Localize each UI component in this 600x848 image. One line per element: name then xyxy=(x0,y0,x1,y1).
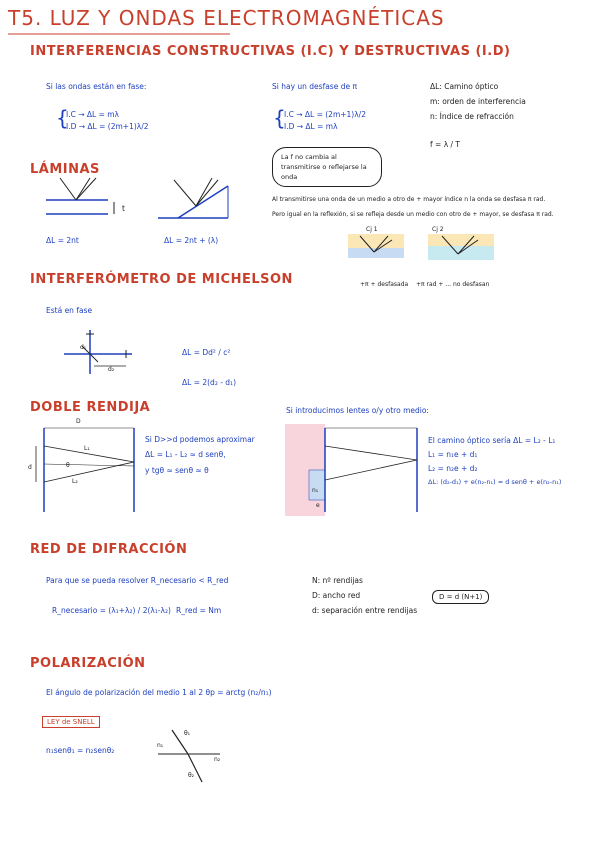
snell-th2: θ₂ xyxy=(188,772,195,779)
lamina-diagram-2 xyxy=(156,176,246,236)
caso-2-diagram xyxy=(428,234,498,278)
doble-D: D xyxy=(76,418,81,425)
michelson-diagram xyxy=(60,330,150,390)
doble-L1: L₁ xyxy=(84,445,90,452)
polarizacion-text-1: El ángulo de polarización del medio 1 al 2 θp = arctg (n₂/n₁) xyxy=(46,688,272,697)
lente-text-7: ΔL: (d₂-d₁) + e(n₂-n₁) ≈ d senθ + e(n₂-n₁) xyxy=(428,478,562,486)
fase-id: I.D → ΔL = (2m+1)λ/2 xyxy=(66,122,149,131)
lente-n1: n₁ xyxy=(312,487,319,494)
snell-formula: n₁senθ₁ = n₂senθ₂ xyxy=(46,746,115,755)
desfase-ic: I.C → ΔL = (2m+1)λ/2 xyxy=(284,110,366,119)
laminas-heading: LÁMINAS xyxy=(30,162,100,177)
desfase-label: Si hay un desfase de π xyxy=(272,82,357,91)
red-formula-1: R_necesario = (λ₁+λ₂) / 2(λ₁-λ₂) xyxy=(52,606,171,615)
snell-n2: n₂ xyxy=(214,756,221,763)
doble-L2: L₂ xyxy=(72,478,78,485)
interferencias-heading: INTERFERENCIAS CONSTRUCTIVAS (I.C) Y DESTRUCTIVAS (I.D) xyxy=(30,44,511,59)
lente-text-6: L₂ = n₂e + d₂ xyxy=(428,464,478,473)
red-formula-3: D = d (N+1) xyxy=(439,593,483,601)
doble-text-3: y tgθ ≈ senθ ≈ θ xyxy=(145,466,209,475)
michelson-heading: INTERFERÓMETRO DE MICHELSON xyxy=(30,272,293,287)
thickness-label: t xyxy=(122,204,125,213)
doble-diagram xyxy=(30,420,140,520)
desfase-brace: { xyxy=(273,106,286,130)
freq-formula: f = λ / T xyxy=(430,140,461,149)
snell-th1: θ₁ xyxy=(184,730,191,737)
snell-label: LEY de SNELL xyxy=(42,716,100,728)
lente-label: Si introducimos lentes o/y otro medio: xyxy=(286,406,429,415)
caso-1-label: Cj 1 xyxy=(366,226,378,233)
caso-2-caption: +π rad + ... no desfasan xyxy=(416,281,490,288)
michelson-fase: Está en fase xyxy=(46,306,93,315)
michelson-formula-2: ΔL = 2(d₂ - d₁) xyxy=(182,378,236,387)
michelson-formula-1: ΔL = Dd² / c² xyxy=(182,348,231,357)
freq-note xyxy=(272,147,382,187)
legend-indice: n: Índice de refracción xyxy=(430,112,514,121)
lamina-formula-1: ΔL = 2nt xyxy=(46,236,79,245)
lamina-formula-2: ΔL = 2nt + (λ) xyxy=(164,236,219,245)
lente-text-5: L₁ = n₁e + d₁ xyxy=(428,450,478,459)
legend-orden: m: orden de interferencia xyxy=(430,97,526,106)
lamina-text-2: Pero igual en la reflexión, si se refleja desde un medio con otro de + mayor, se desfasa π rad. xyxy=(272,211,554,218)
caso-1-diagram xyxy=(348,234,408,278)
fase-label: Si las ondas están en fase: xyxy=(46,82,147,91)
red-heading: RED DE DIFRACCIÓN xyxy=(30,542,188,557)
michelson-d2: d₂ xyxy=(108,366,115,373)
red-formula-3-box xyxy=(432,590,489,604)
doble-theta: θ xyxy=(66,462,70,469)
red-legend-1: N: nº rendijas xyxy=(312,576,363,585)
lente-text-4: El camino óptico sería ΔL = L₂ - L₁ xyxy=(428,436,556,445)
caso-1-caption: +π + desfasada xyxy=(360,281,409,288)
michelson-d1: d₁ xyxy=(80,344,87,351)
red-formula-2: R_red = Nm xyxy=(176,606,222,615)
lamina-text-1: Al transmitirse una onda de un medio a otro de + mayor índice n la onda se desfasa π rad. xyxy=(272,196,546,203)
red-legend-2: D: ancho red xyxy=(312,591,361,600)
red-text-1: Para que se pueda resolver R_necesario < R_red xyxy=(46,576,229,585)
fase-brace: { xyxy=(56,106,69,130)
polarizacion-heading: POLARIZACIÓN xyxy=(30,656,146,671)
red-legend-3: d: separación entre rendijas xyxy=(312,606,418,615)
doble-d: d xyxy=(28,464,32,471)
page-title: T5. LUZ Y ONDAS ELECTROMAGNÉTICAS xyxy=(8,6,445,30)
legend-camino: ΔL: Camino óptico xyxy=(430,82,499,91)
doble-heading: DOBLE RENDIJA xyxy=(30,400,151,415)
caso-2-label: Cj 2 xyxy=(432,226,444,233)
desfase-id: I.D → ΔL = mλ xyxy=(284,122,338,131)
doble-text-2: ΔL = L₁ - L₂ ≈ d senθ, xyxy=(145,450,226,459)
fase-ic: I.C → ΔL = mλ xyxy=(66,110,119,119)
title-underline xyxy=(0,0,600,40)
snell-n1: n₁ xyxy=(157,742,164,749)
freq-note-text: La f no cambia al transmitirse o reflejarse la onda xyxy=(281,153,367,181)
lente-diagram xyxy=(283,420,423,520)
doble-text-1: Si D>>d podemos aproximar xyxy=(145,435,255,444)
lente-e: e xyxy=(316,502,320,509)
snell-diagram xyxy=(158,726,238,786)
